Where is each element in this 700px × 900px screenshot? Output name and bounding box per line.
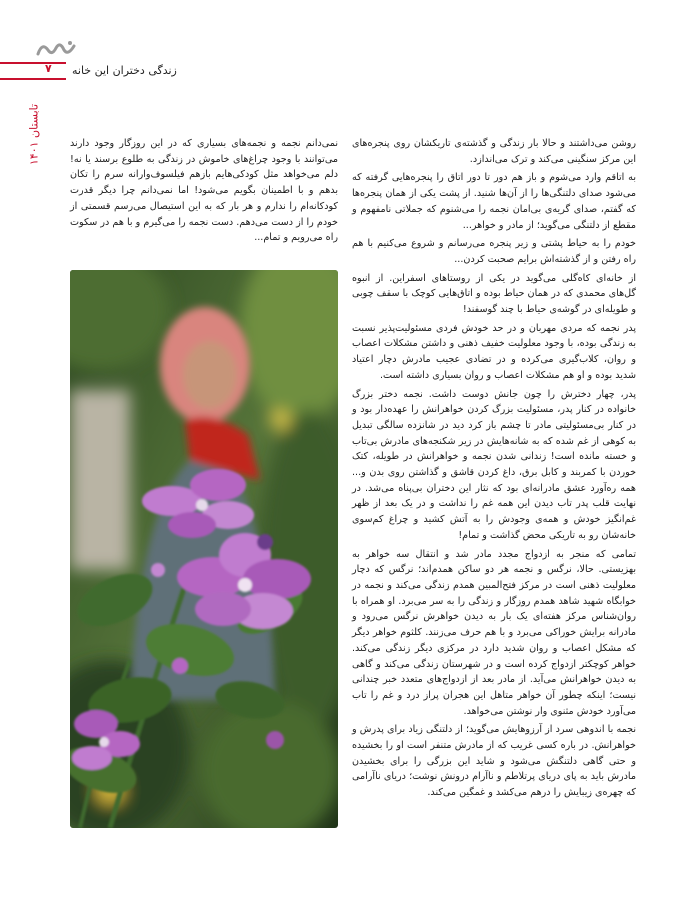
paragraph: پدر، چهار دخترش را چون جانش دوست داشت. نجمه دختر بزرگ خانواده در کنار پدر، مسئولیت بزرگ کردن خواهرانش را عهده‌دار بود و در کنار بی‌مسئولیتی مادر تا چشم باز کرد دید در شانزده سالگی تبدیل به کوهی از غم شده که به شانه‌هایش در زیر شکنجه‌های مادرش بی‌تاب و خسته مانده است! زندانی شدن نجمه و خواهرانش در طویله، کتک خوردن با کمربند و کابل برق، داغ کردن قاشق و گذاشتن روی بدن و... همه ره‌آورد عشق مادرانه‌ای بود که نثار این دختران بی‌پناه می‌شد. در نهایت قلب پدر تاب دیدن این همه غم را نداشت و در یک بعد از ظهر غم‌انگیز خودش و همه‌ی وجودش را به آتش کشید و چراغ کم‌سوی خانه‌شان رو به تاریکی محض گذاشت و تمام! [352,388,636,541]
header-rule-bottom [0,78,66,80]
header-rule-top [0,62,66,64]
paragraph: نمی‌دانم نجمه و نجمه‌های بسیاری که در این روزگار وجود دارند می‌توانند با وجود چراغ‌های خاموش در زندگی به طلوع برسند یا نه! دلم می‌خواهد مثل کودکی‌هایم بازهم فیلسوف‌وارانه سرم را تکان بدهم و با اطمینان بگویم می‌شود! اما نمی‌دانم چرا دیگر قدرت کودکانه‌ام را ندارم و هر بار که به این استیصال می‌رسم قسمتی از خودم را از دست می‌دهم. دست نجمه را می‌گیرم و با هم در سکوت راه می‌رویم و تمام... [70,138,338,244]
article-photo [70,270,338,828]
paragraph: تمامی که منجر به ازدواج مجدد مادر شد و انتقال سه خواهر به بهزیستی. حالا، نرگس و نجمه هر دو ساکن همدم‌اند؛ نرگس که دچار معلولیت ذهنی است در مرکز فتح‌المبین همدم زندگی می‌کند و نجمه در خوابگاه شهید شاهد همدم روزگار و زندگی را به سر می‌برد. او همراه با روان‌شناس مرکز هفته‌ای یک بار به دیدن خواهرش نرگس می‌رود و مادرانه برایش خوراکی می‌برد و با هم حرف می‌زنند. کلثوم خواهر دیگر که مشکل اعصاب و روان شدید دارد در مرکزی دیگر زندگی می‌کند. خواهر کوچکتر ازدواج کرده است و در شهرستان زندگی می‌کند و گاهی به دیدن خواهرانش می‌آید. از مادر بعد از ازدواج‌های متعدد خبر چندانی نیست؛ اینکه چطور آن خواهر متاهل این هجران پراز درد و غم را تاب می‌آورد خودش مثنوی وار نوشتن می‌خواهد. [352,548,636,717]
paragraph: خودم را به حیاط پشتی و زیر پنجره می‌رسانم و شروع می‌کنیم با هم راه رفتن و از گذشته‌اش برایم صحبت کردن... [352,238,636,265]
issue-label-container [24,88,44,188]
page-number: ۷ [45,62,52,75]
issue-label: تابستان ۱۴۰۱ [27,103,41,166]
magazine-logo [34,38,78,60]
paragraph: از خانه‌ای کاه‌گلی می‌گوید در یکی از روستاهای اسفراین. از انبوه گل‌های محمدی که در همان حیاط بوده و اتاق‌هایی کوچک با سقف چوبی و طویله‌ای در گوشه‌ی حیاط با چند گوسفند! [352,272,636,316]
section-title: زندگی دختران این خانه [72,64,177,77]
paragraph: پدر نجمه که مردی مهربان و در حد خودش فردی مسئولیت‌پذیر نسبت به زندگی بوده، با وجود معلولیت خفیف ذهنی و داشتن مشکلات اعصاب و روان، کلاب‌گیری می‌کرده و در تضادی عجیب مادرش دچار اعتیاد شدید بوده و او هم مشکلات اعصاب و روان بسیاری داشته است. [352,322,636,381]
paragraph: روشن می‌داشتند و حالا بار زندگی و گذشته‌ی تاریکشان روی پنجره‌های این مرکز سنگینی می‌کند و ترک می‌اندازد. [352,138,636,165]
paragraph: نجمه با اندوهی سرد از آرزوهایش می‌گوید؛ از دلتنگی زیاد برای پدرش و خواهرانش. در باره کسی غریب که از مادرش متنفر است او را بخشیده و حتی گاهی دلتنگش می‌شود و شاید این بزرگی را برای بخشیدن مادرش باید به پای دریای پرتلاطم و ناآرام درونش نوشت؛ دریای ناآرامی که چهره‌ی زیبایش را درهم می‌کشد و غمگین می‌کند. [352,724,636,799]
article-column-left [70,136,338,249]
photo-illustration [70,270,338,828]
paragraph: به اتاقم وارد می‌شوم و باز هم دور تا دور اتاق را پنجره‌هایی گرفته که می‌شود صدای دلتنگی‌ها را از آن‌ها شنید. از پشت یکی از همان پنجره‌ها که گفتم، صدای گریه‌ی بی‌امان نجمه را می‌شنوم که جملاتی نامفهوم و مقطع از دلتنگی می‌گوید؛ از مادر و خواهر... [352,172,636,231]
article-column-right [352,136,636,804]
